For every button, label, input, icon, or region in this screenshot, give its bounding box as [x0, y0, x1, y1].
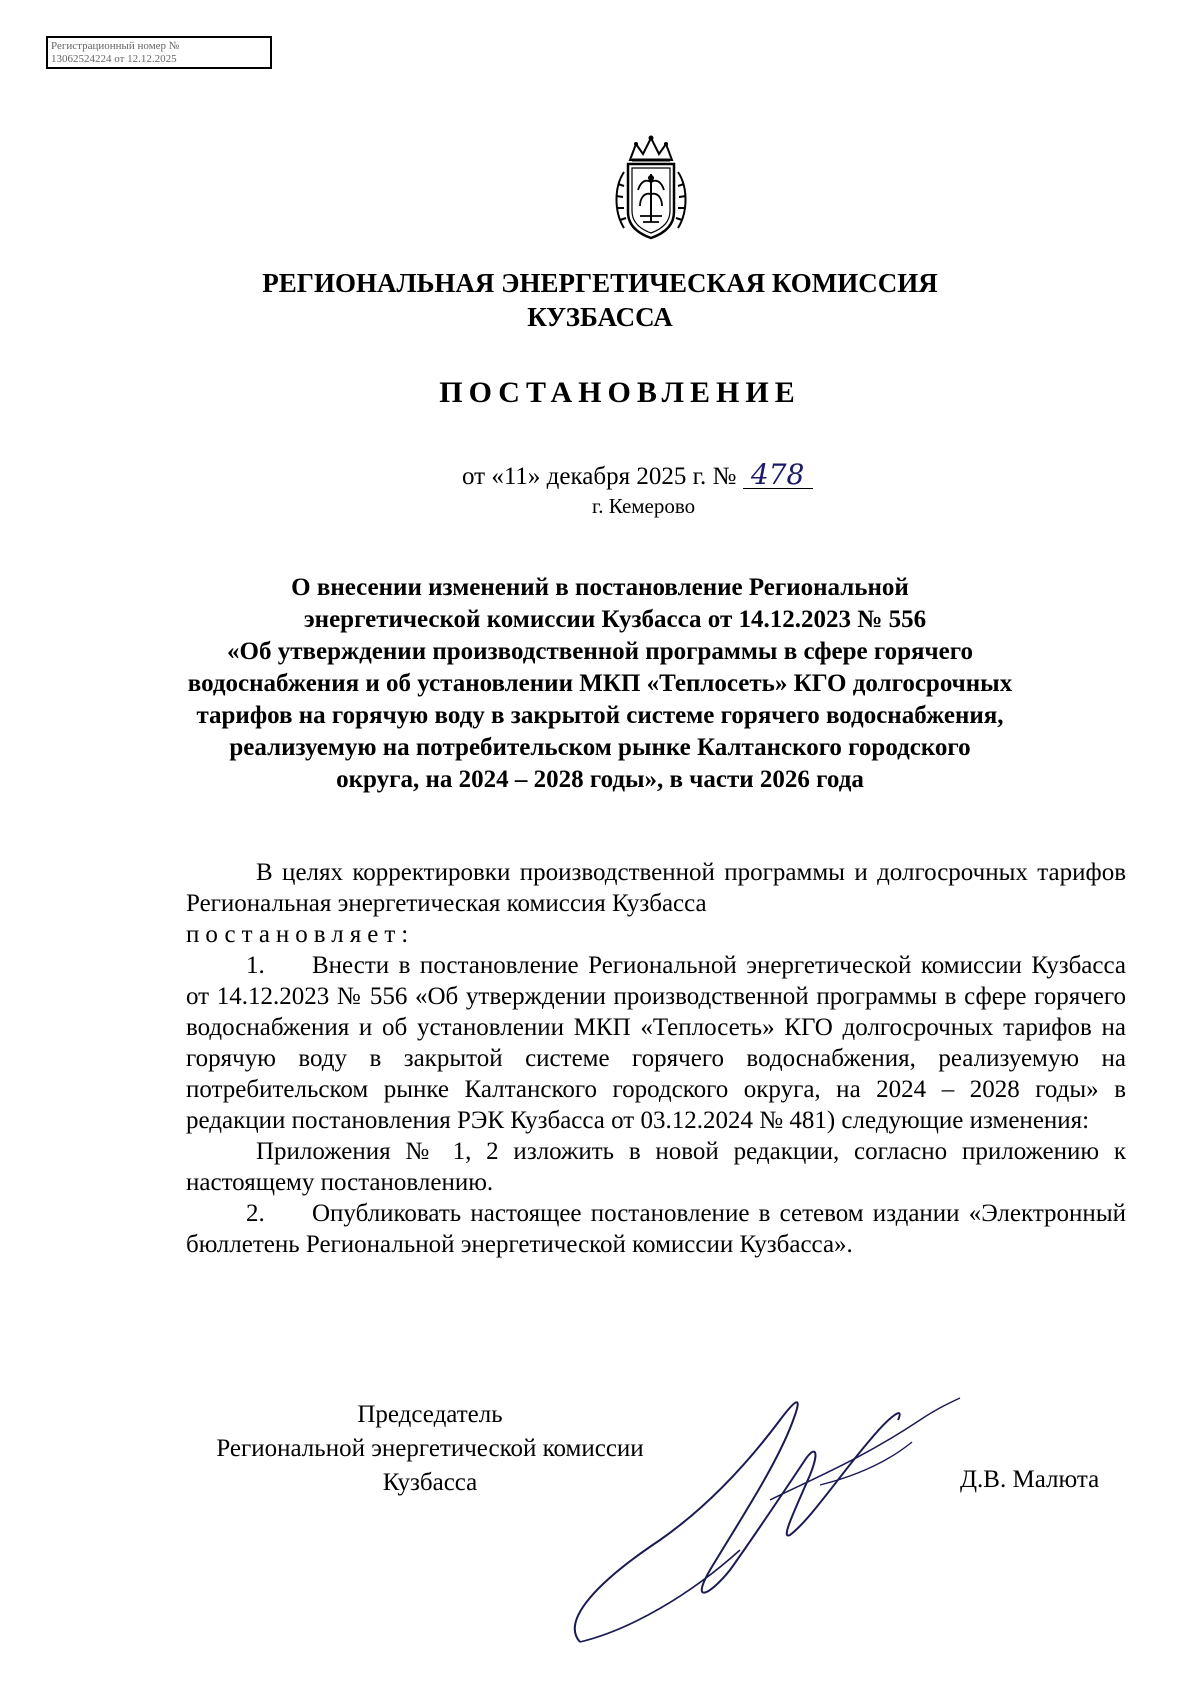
organization-name-line-1: РЕГИОНАЛЬНАЯ ЭНЕРГЕТИЧЕСКАЯ КОМИССИЯ — [262, 268, 938, 298]
registration-line-2: 13062524224 от 12.12.2025 — [51, 53, 177, 65]
subject-line: водоснабжения и об установлении МКП «Теплосеть» КГО долгосрочных — [187, 670, 1013, 697]
organization-name — [0, 266, 1200, 334]
subject-line: энергетической комиссии Кузбасса от 14.12.2023 № 556 — [303, 606, 927, 633]
decree-word: постановляет: — [186, 921, 415, 948]
list-item-1 — [186, 950, 1126, 1136]
list-item-number: 1. — [246, 952, 265, 979]
subject-line: О внесении изменений в постановление Региональной — [291, 574, 909, 601]
document-date-line — [462, 458, 813, 491]
signatory-title-line-2: Региональной энергетической комиссии — [216, 1435, 644, 1462]
handwritten-signature — [540, 1380, 1000, 1660]
list-item-text: Опубликовать настоящее постановление в сетевом издании «Электронный бюллетень Региональной энергетической комиссии Кузбасса». — [186, 1200, 1126, 1258]
signatory-title-line-1: Председатель — [357, 1401, 503, 1428]
list-item-2 — [186, 1198, 1126, 1260]
coat-of-arms-icon — [610, 132, 692, 242]
subject-line: «Об утверждении производственной программы в сфере горячего — [227, 638, 973, 665]
list-item-1-sub: Приложения № 1, 2 изложить в новой редакции, согласно приложению к настоящему постановлению. — [186, 1138, 1126, 1196]
organization-name-line-2: КУЗБАССА — [527, 302, 673, 332]
document-date: от «11» декабря 2025 г. № — [462, 463, 737, 490]
document-number: 478 — [743, 462, 813, 489]
list-item-number: 2. — [246, 1200, 265, 1227]
document-city: г. Кемерово — [592, 494, 696, 518]
document-subject — [0, 572, 1200, 796]
signatory-title-line-3: Кузбасса — [382, 1469, 478, 1496]
subject-line: округа, на 2024 – 2028 годы», в части 2026 года — [336, 766, 864, 793]
body-intro: В целях корректировки производственной программы и долгосрочных тарифов Региональная энергетическая комиссия Кузбасса — [186, 859, 1126, 917]
subject-line: тарифов на горячую воду в закрытой системе горячего водоснабжения, — [196, 702, 1004, 729]
list-item-text: Внести в постановление Региональной энергетической комиссии Кузбасса от 14.12.2023 № 556 «Об утверждении производственной программы в сфере горячего водоснабжения и об установлении МКП «Теплосеть» КГО долгосрочных тарифов на горячую воду в закрытой системе горячего водоснабжения, реализуемую на потребительском рынке Калтанского городского округа, на 2024 – 2028 годы» в редакции постановления РЭК Кузбасса от 03.12.2024 № 481) следующие изменения: — [186, 952, 1126, 1134]
document-body — [186, 857, 1126, 1260]
registration-stamp — [46, 36, 272, 69]
subject-line: реализуемую на потребительском рынке Калтанского городского — [229, 734, 971, 761]
registration-line-1: Регистрационный номер № — [51, 40, 180, 52]
signatory-name: Д.В. Малюта — [960, 1466, 1100, 1493]
document-type: ПОСТАНОВЛЕНИЕ — [439, 376, 801, 409]
